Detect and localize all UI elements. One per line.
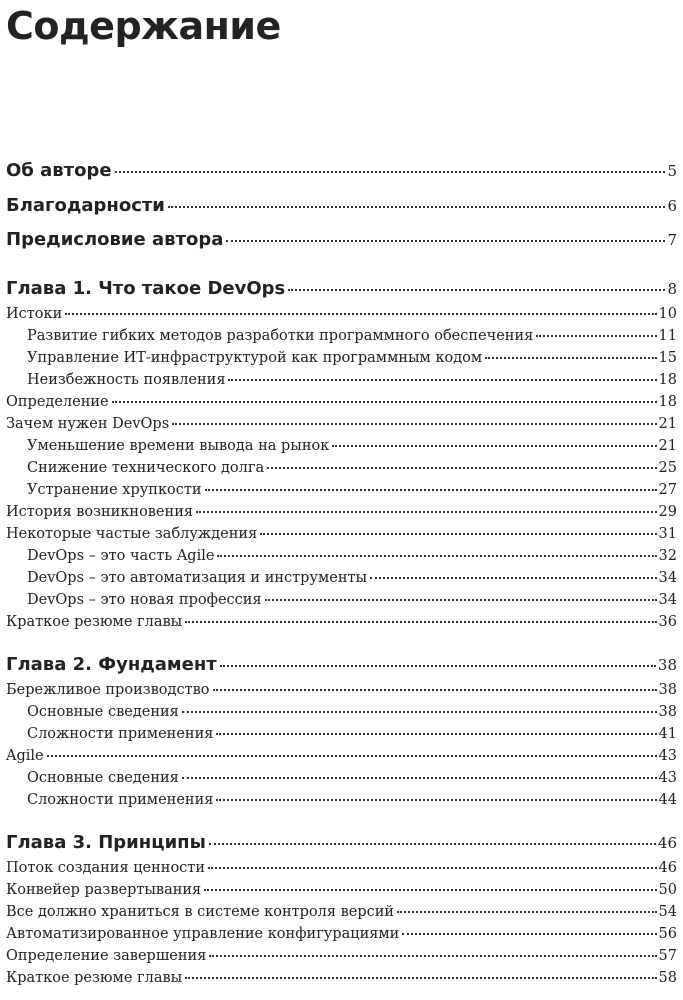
toc-entry	[6, 882, 677, 904]
dot-leader	[370, 577, 656, 579]
toc-entry-page: 34	[658, 570, 677, 586]
toc-entry	[6, 504, 677, 526]
toc-entry-title: Все должно храниться в системе контроля версий	[6, 904, 395, 920]
dot-leader	[168, 206, 666, 208]
dot-leader	[216, 733, 656, 735]
toc-entry	[27, 438, 677, 460]
dot-leader	[397, 911, 656, 913]
toc-entry	[6, 860, 677, 882]
toc-entry-page: 41	[658, 726, 677, 742]
toc-entry-page: 25	[658, 460, 677, 476]
dot-leader	[185, 977, 656, 979]
dot-leader	[213, 689, 657, 691]
toc-entry-title: Определение завершения	[6, 948, 207, 964]
toc-entry	[6, 904, 677, 926]
toc-entry-page: 5	[667, 162, 677, 180]
toc-entry-page: 38	[657, 656, 677, 674]
toc-entry-page: 7	[667, 231, 677, 249]
toc-entry-title: Бережливое производство	[6, 682, 210, 698]
toc-entry-title: Сложности применения	[27, 726, 214, 742]
toc-entry	[6, 926, 677, 948]
dot-leader	[220, 665, 656, 667]
toc-entry	[6, 306, 677, 328]
toc-entry	[6, 948, 677, 970]
toc-entry-page: 10	[658, 306, 677, 322]
toc-entry	[27, 704, 677, 726]
toc-entry	[27, 726, 677, 748]
toc-entry-page: 43	[658, 748, 677, 764]
toc-entry-title: Автоматизированное управление конфигурациями	[6, 926, 400, 942]
dot-leader	[228, 379, 656, 381]
toc-entry-title: Глава 2. Фундамент	[6, 654, 217, 675]
toc-entry-title: Неизбежность появления	[27, 372, 226, 388]
toc-entry-title: Глава 1. Что такое DevOps	[6, 278, 286, 299]
toc-entry-title: Поток создания ценности	[6, 860, 205, 876]
toc-entry-title: Предисловие автора	[6, 229, 224, 250]
toc-entry-page: 18	[658, 394, 677, 410]
dot-leader	[205, 489, 657, 491]
toc-entry-page: 46	[657, 834, 677, 852]
toc-entry-page: 34	[658, 592, 677, 608]
toc-entry-page: 56	[658, 926, 677, 942]
toc-entry-page: 38	[658, 704, 677, 720]
toc-entry-page: 36	[658, 614, 677, 630]
dot-leader	[65, 313, 656, 315]
toc-entry-title: Основные сведения	[27, 704, 179, 720]
toc-entry-title: Управление ИТ-инфраструктурой как программным кодом	[27, 350, 483, 366]
toc-entry	[27, 792, 677, 814]
toc-entry-page: 46	[658, 860, 677, 876]
toc-entry-title: DevOps – это новая профессия	[27, 592, 262, 608]
toc-entry	[6, 416, 677, 438]
toc-entry	[27, 570, 677, 592]
toc-entry-page: 44	[658, 792, 677, 808]
dot-leader	[209, 955, 656, 957]
dot-leader	[204, 889, 656, 891]
toc-entry-title: Уменьшение времени вывода на рынок	[27, 438, 330, 454]
dot-leader	[265, 599, 657, 601]
dot-leader	[288, 289, 665, 291]
toc-entry	[27, 372, 677, 394]
toc-entry-title: Развитие гибких методов разработки программного обеспечения	[27, 328, 534, 344]
dot-leader	[47, 755, 657, 757]
toc-entry	[6, 278, 677, 300]
toc-entry-page: 21	[658, 438, 677, 454]
dot-leader	[172, 423, 656, 425]
toc-entry-title: Agile	[6, 748, 44, 764]
dot-leader	[209, 843, 656, 845]
toc-entry	[27, 770, 677, 792]
toc-entry	[6, 195, 677, 217]
dot-leader	[182, 777, 657, 779]
toc-entry	[6, 160, 677, 182]
toc-entry	[27, 548, 677, 570]
toc-entry-title: Зачем нужен DevOps	[6, 416, 170, 432]
toc-entry-title: Некоторые частые заблуждения	[6, 526, 258, 542]
dot-leader	[402, 933, 656, 935]
dot-leader	[267, 467, 656, 469]
toc-entry	[27, 350, 677, 372]
toc-entry-title: Снижение технического долга	[27, 460, 265, 476]
dot-leader	[217, 555, 656, 557]
toc-entry-page: 31	[658, 526, 677, 542]
toc-entry	[27, 592, 677, 614]
toc-entry-page: 43	[658, 770, 677, 786]
toc-entry-title: Об авторе	[6, 160, 112, 181]
toc-entry	[6, 970, 677, 992]
toc-entry-page: 38	[658, 682, 677, 698]
toc-entry-page: 29	[658, 504, 677, 520]
toc-entry-page: 54	[658, 904, 677, 920]
dot-leader	[536, 335, 656, 337]
toc-entry	[6, 526, 677, 548]
toc-entry-page: 57	[658, 948, 677, 964]
toc-entry-title: Истоки	[6, 306, 63, 322]
toc-entry-title: DevOps – это автоматизация и инструменты	[27, 570, 368, 586]
dot-leader	[182, 711, 657, 713]
toc-entry	[6, 748, 677, 770]
toc-entry-title: Конвейер развертывания	[6, 882, 202, 898]
toc-entry-page: 8	[667, 280, 677, 298]
dot-leader	[260, 533, 656, 535]
toc-entry-title: Устранение хрупкости	[27, 482, 202, 498]
dot-leader	[216, 799, 656, 801]
toc-entry-page: 15	[658, 350, 677, 366]
toc-entry	[27, 460, 677, 482]
page-title: Содержание	[6, 4, 281, 48]
toc-entry	[6, 654, 677, 676]
toc-entry-page: 21	[658, 416, 677, 432]
dot-leader	[112, 401, 657, 403]
toc-entry-title: История возникновения	[6, 504, 194, 520]
toc-entry-title: Глава 3. Принципы	[6, 832, 206, 853]
dot-leader	[332, 445, 656, 447]
toc-entry-title: Сложности применения	[27, 792, 214, 808]
dot-leader	[196, 511, 657, 513]
toc-entry-title: Краткое резюме главы	[6, 970, 183, 986]
toc-entry	[6, 614, 677, 636]
toc-entry-page: 50	[658, 882, 677, 898]
toc-entry-page: 27	[658, 482, 677, 498]
dot-leader	[226, 240, 665, 242]
toc-entry-page: 32	[658, 548, 677, 564]
dot-leader	[485, 357, 656, 359]
dot-leader	[208, 867, 657, 869]
toc-entry	[6, 682, 677, 704]
toc-entry-title: DevOps – это часть Agile	[27, 548, 215, 564]
toc-entry-page: 11	[658, 328, 677, 344]
dot-leader	[115, 171, 666, 173]
toc-entry	[27, 482, 677, 504]
toc-entry-title: Определение	[6, 394, 109, 410]
toc-entry-title: Краткое резюме главы	[6, 614, 183, 630]
toc-entry-title: Благодарности	[6, 195, 165, 216]
toc-entry	[6, 832, 677, 854]
toc-entry-page: 58	[658, 970, 677, 986]
toc-entry	[27, 328, 677, 350]
toc-entry-page: 18	[658, 372, 677, 388]
dot-leader	[185, 621, 656, 623]
toc-entry	[6, 394, 677, 416]
toc-entry-page: 6	[667, 197, 677, 215]
toc-entry-title: Основные сведения	[27, 770, 179, 786]
toc-entry	[6, 229, 677, 251]
